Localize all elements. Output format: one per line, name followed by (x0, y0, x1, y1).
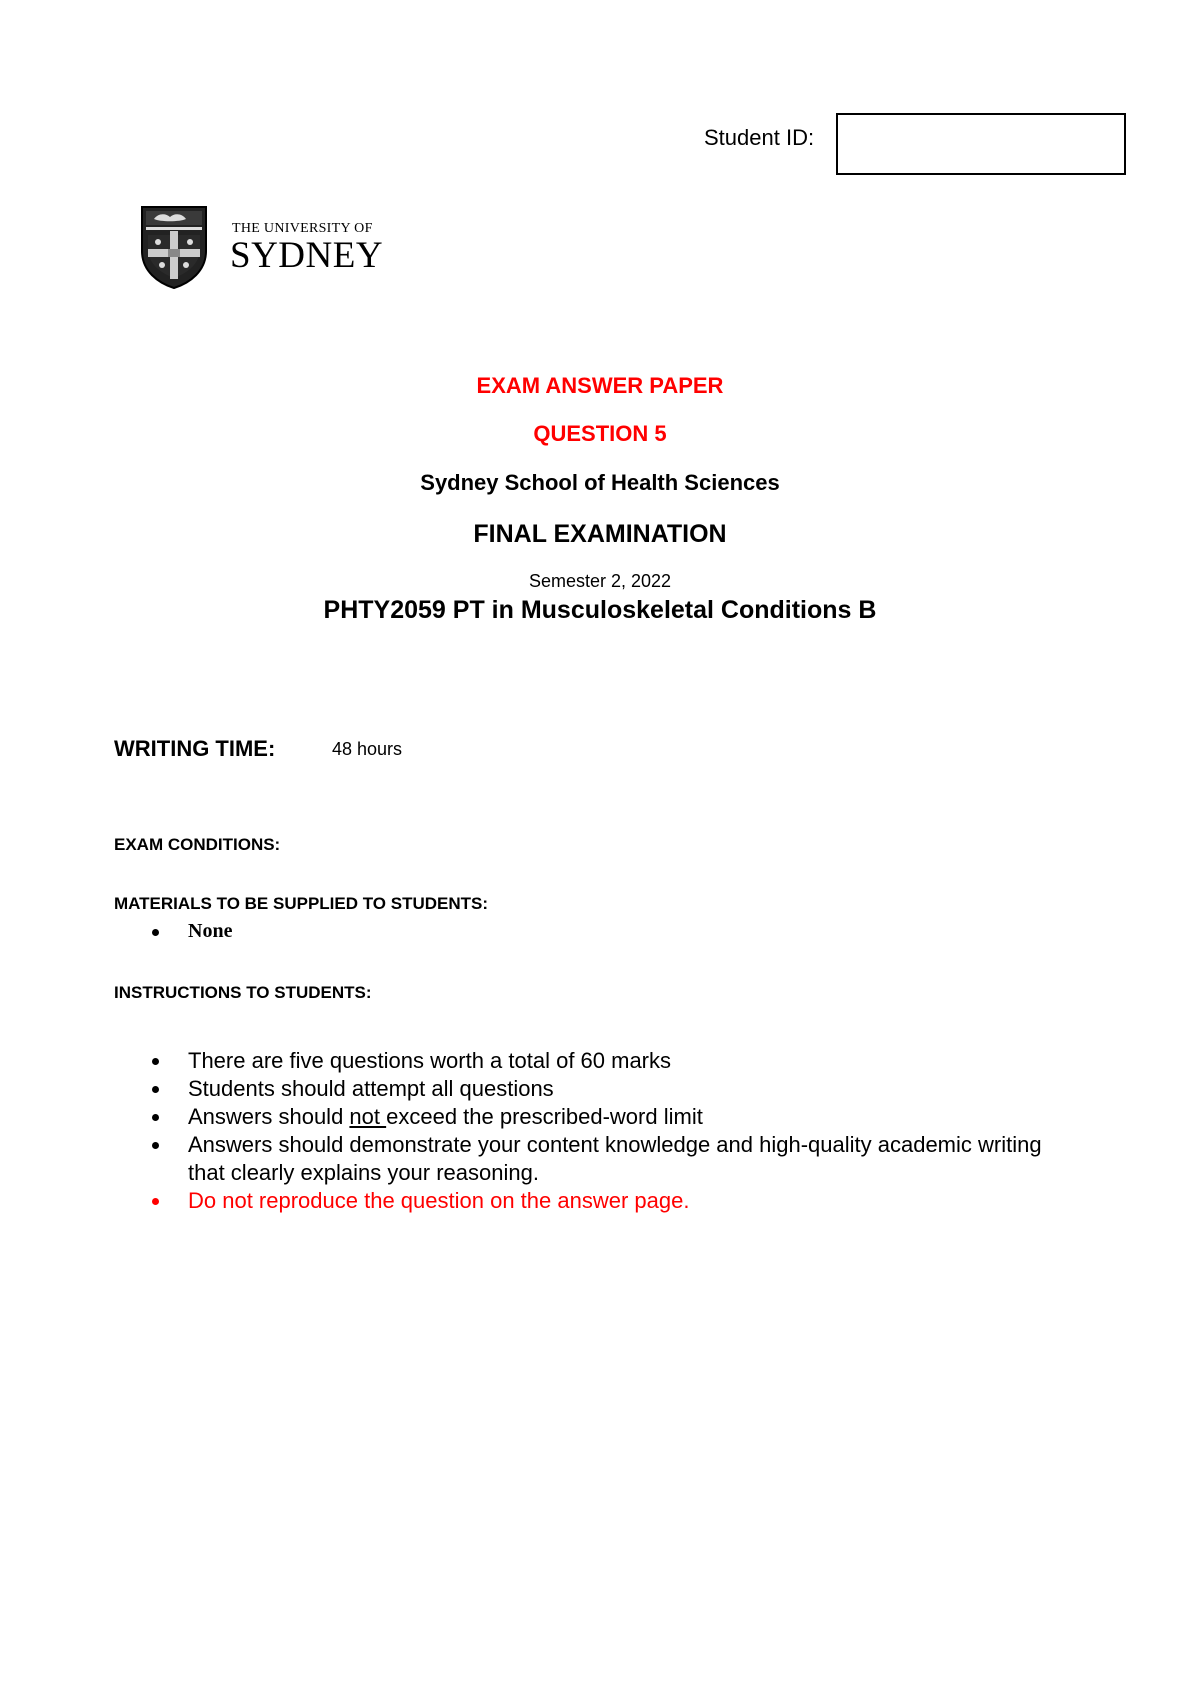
list-item (152, 1187, 1072, 1215)
instructions-list (152, 1047, 1072, 1215)
student-id-field[interactable] (836, 113, 1126, 175)
instruction-text: There are five questions worth a total of 60 marks (188, 1048, 672, 1073)
bullet-icon (152, 929, 159, 936)
logo-text-line1: THE UNIVERSITY OF (232, 221, 373, 236)
bullet-icon (152, 1198, 159, 1205)
university-crest-icon (140, 205, 208, 290)
instructions-heading: INSTRUCTIONS TO STUDENTS: (114, 983, 372, 1002)
list-item (152, 1075, 1072, 1103)
bullet-icon (152, 1058, 159, 1065)
instruction-text-before: Answers should (188, 1104, 350, 1129)
instruction-text: Answers should demonstrate your content knowledge and high-quality academic writing that clearly explains your reasoning. (188, 1132, 1042, 1185)
materials-list (152, 920, 232, 943)
semester-label: Semester 2, 2022 (528, 571, 672, 591)
university-logo (140, 205, 390, 290)
school-name: Sydney School of Health Sciences (420, 470, 780, 495)
list-item (152, 1047, 1072, 1075)
exam-answer-paper-title: EXAM ANSWER PAPER (476, 373, 724, 398)
student-id-label: Student ID: (704, 125, 815, 150)
writing-time-value: 48 hours (332, 739, 403, 759)
bullet-icon (152, 1114, 159, 1121)
instruction-warning-text: Do not reproduce the question on the answer page. (188, 1188, 690, 1213)
exam-title: FINAL EXAMINATION (473, 520, 727, 548)
logo-text-line2: SYDNEY (230, 235, 384, 276)
material-item-text: None (188, 920, 233, 942)
instruction-text-underlined: not (349, 1104, 387, 1129)
list-item (152, 1131, 1072, 1187)
question-number: QUESTION 5 (533, 421, 667, 446)
instruction-text: Students should attempt all questions (188, 1076, 554, 1101)
instruction-text-after: exceed the prescribed-word limit (386, 1104, 703, 1129)
bullet-icon (152, 1086, 159, 1093)
writing-time-label: WRITING TIME: (114, 736, 276, 761)
bullet-icon (152, 1142, 159, 1149)
list-item (152, 920, 232, 943)
unit-title: PHTY2059 PT in Musculoskeletal Conditions B (323, 596, 877, 624)
exam-conditions-heading: EXAM CONDITIONS: (114, 835, 281, 854)
materials-heading: MATERIALS TO BE SUPPLIED TO STUDENTS: (114, 894, 489, 913)
list-item (152, 1103, 1072, 1131)
